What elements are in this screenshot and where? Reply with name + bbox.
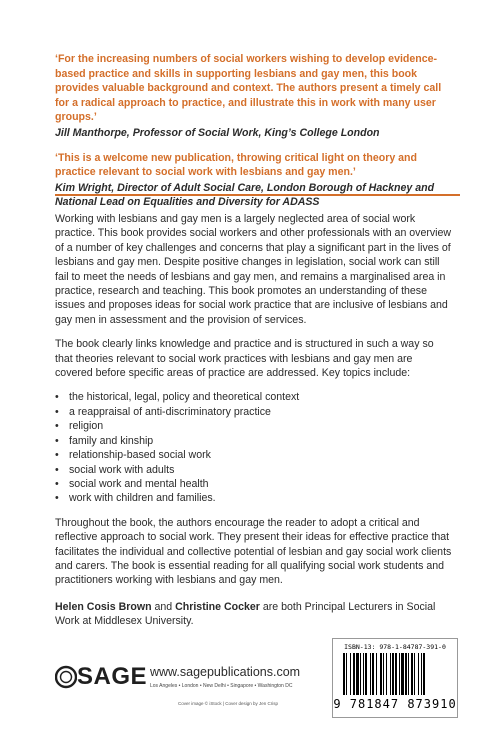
endorsement-attribution: Jill Manthorpe, Professor of Social Work, King’s College London — [55, 126, 380, 139]
bullet-icon: • — [55, 420, 59, 433]
blurb — [55, 212, 453, 629]
author-name: Helen Cosis Brown — [55, 600, 152, 613]
barcode-bars-icon — [343, 653, 447, 695]
barcode-number: 9 781847 873910 — [333, 697, 457, 711]
endorsement-attribution: Kim Wright, Director of Adult Social Care, London Borough of Hackney and National Lead on Equalities and Diversity for ADASS — [55, 181, 435, 209]
bullet-icon: • — [55, 449, 59, 462]
publisher-cities: Los Angeles • London • New Delhi • Singapore • Washington DC — [150, 683, 293, 689]
blurb-paragraph-1: Working with lesbians and gay men is a largely neglected area of social work practice. This book provides social workers and other professionals with an overview of a number of key challenges and concerns that play a significant part in the lives of lesbians and gay men. Despite positive changes in legislation, social work can still fail to meet the needs of lesbians and gay men, and remains a marginalised area in practice, research and teaching. This book promotes an understanding of these issues and proposes ideas for social work practice that are inclusive of lesbians and gay men in assessment and the provision of services. — [55, 213, 452, 326]
topic-item: • social work with adults — [55, 463, 175, 476]
publisher-url: www.sagepublications.com — [150, 665, 301, 679]
blurb-paragraph-3: Throughout the book, the authors encourage the reader to adopt a critical and reflective approach to social work. They present their ideas for effective practice that facilitates the individual and collective potential of lesbian and gay social work clients and carers. The book is essential reading for all qualifying social work students and practitioners working with lesbians and gay men. — [55, 516, 452, 587]
endorsement-2 — [55, 151, 455, 210]
bullet-icon: • — [55, 463, 59, 476]
isbn-label: ISBN-13: 978-1-84787-391-0 — [344, 643, 446, 651]
topic-item: • the historical, legal, policy and theoretical context — [55, 391, 300, 404]
topic-item: • work with children and families. — [55, 492, 216, 505]
bullet-icon: • — [55, 492, 59, 505]
publisher-name: SAGE — [77, 663, 148, 690]
barcode — [332, 638, 458, 718]
bullet-icon: • — [55, 405, 59, 418]
topic-item: • social work and mental health — [55, 477, 209, 490]
topic-item: • a reappraisal of anti-discriminatory practice — [55, 405, 271, 418]
author-name: Christine Cocker — [175, 600, 260, 613]
bullet-icon: • — [55, 434, 59, 447]
topic-item: • religion — [55, 420, 104, 433]
endorsement-1 — [55, 52, 455, 141]
divider-rule — [55, 194, 460, 196]
bullet-icon: • — [55, 391, 59, 404]
endorsements — [55, 52, 455, 210]
author-bio: Helen Cosis Brown and Christine Cocker are both Principal Lecturers in Social Work at Middlesex University. — [55, 600, 436, 628]
topic-item: • relationship-based social work — [55, 449, 211, 462]
endorsement-quote: ‘For the increasing numbers of social workers wishing to develop evidence-based practice and skills in supporting lesbians and gay men, this book provides valuable background and context. The authors present a timely call for a radical approach to practice, and illustrate this in work with many user groups.’ — [55, 53, 442, 124]
sage-logo-icon — [55, 664, 77, 690]
endorsement-quote: ‘This is a welcome new publication, throwing critical light on theory and practice relevant to social work with lesbians and gay men.’ — [55, 151, 417, 179]
blurb-paragraph-2: The book clearly links knowledge and practice and is structured in such a way so that theories relevant to social work practices with lesbians and gay men are covered before specific areas of practice are addressed. Key topics include: — [55, 338, 434, 380]
bullet-icon: • — [55, 477, 59, 490]
topic-item: • family and kinship — [55, 434, 154, 447]
cover-credit: Cover image © iStock | Cover design by Jen Crisp — [178, 701, 279, 706]
topics-list — [55, 390, 453, 505]
